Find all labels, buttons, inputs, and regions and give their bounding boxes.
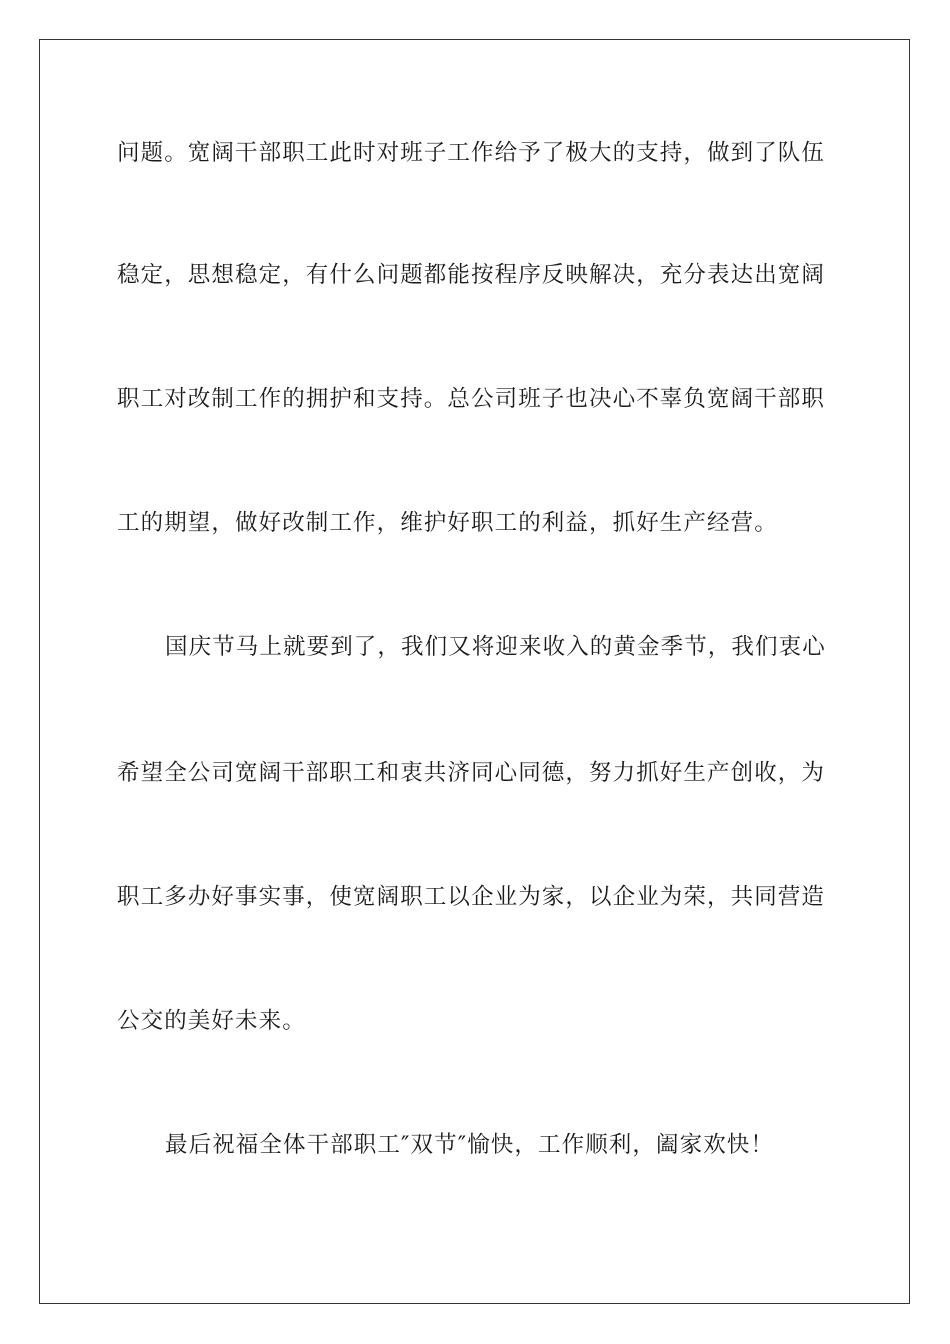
paragraph-2-line-3: 职工多办好事实事，使宽阔职工以企业为家，以企业为荣，共同营造 [117, 884, 826, 910]
paragraph-2-line-2: 希望全公司宽阔干部职工和衷共济同心同德，努力抓好生产创收，为 [117, 760, 826, 786]
paragraph-2-line-4: 公交的美好未来。 [117, 1008, 306, 1034]
paragraph-1-line-1: 问题。宽阔干部职工此时对班子工作给予了极大的支持，做到了队伍 [117, 140, 826, 166]
paragraph-2-line-1: 国庆节马上就要到了，我们又将迎来收入的黄金季节，我们衷心 [165, 634, 826, 660]
paragraph-1-line-3: 职工对改制工作的拥护和支持。总公司班子也决心不辜负宽阔干部职 [117, 386, 826, 412]
paragraph-1-line-2: 稳定，思想稳定，有什么问题都能按程序反映解决，充分表达出宽阔 [117, 262, 826, 288]
paragraph-1-line-4: 工的期望，做好改制工作，维护好职工的利益，抓好生产经营。 [117, 510, 778, 536]
closing-greeting: 最后祝福全体干部职工″双节″愉快，工作顺利，阖家欢快！ [165, 1132, 775, 1158]
page-frame [39, 39, 910, 1304]
